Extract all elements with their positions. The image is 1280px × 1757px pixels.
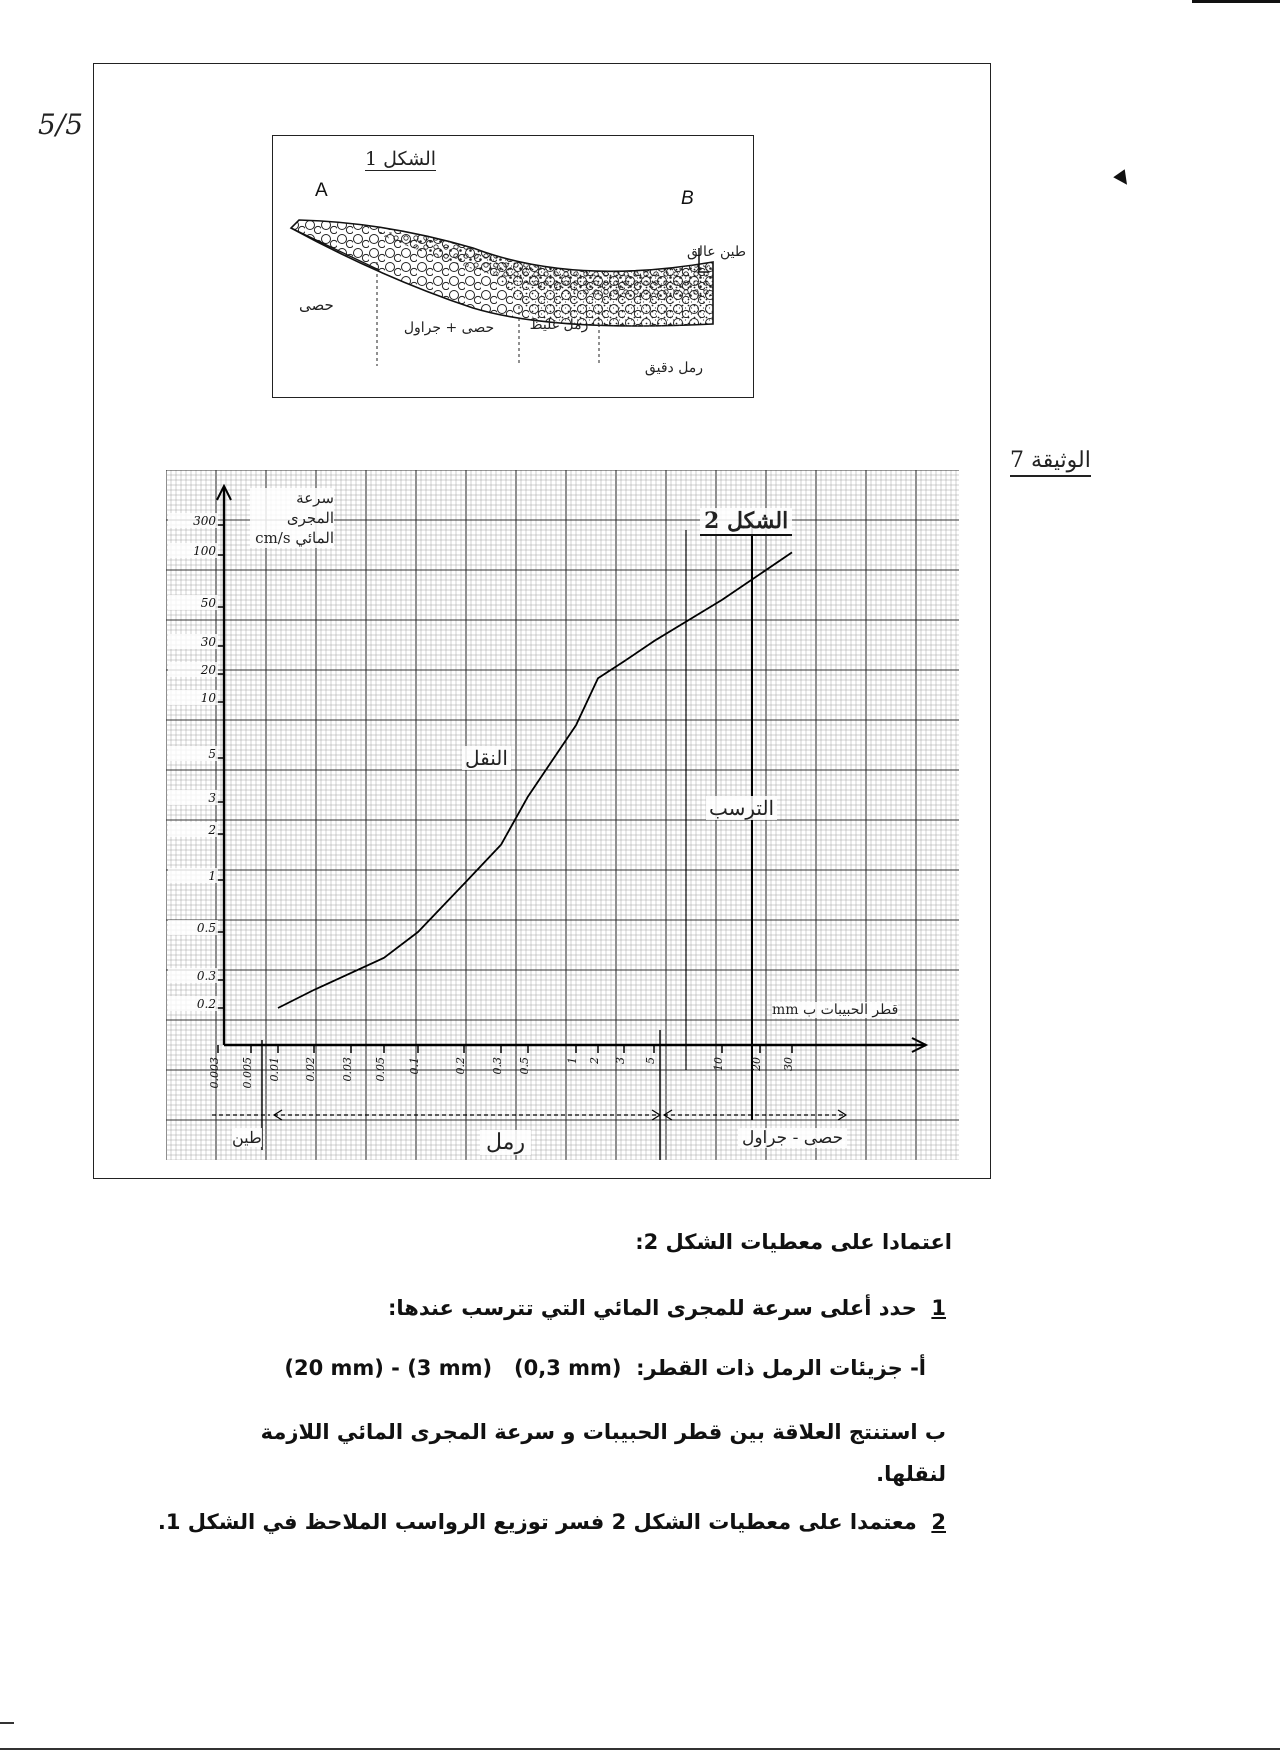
y-tick-label: 30 [200, 635, 216, 649]
x-tick-label: 0.05 [374, 1057, 387, 1082]
figure1-title: الشكل 1 [365, 148, 437, 170]
figure2-class-sand: رمل [480, 1130, 531, 1155]
question-1b-continued: لنقلها. [876, 1462, 946, 1486]
x-tick-label: 20 [750, 1057, 763, 1071]
figure1-box [272, 135, 754, 398]
question-1a [284, 1356, 926, 1380]
x-tick-label: 0.02 [304, 1057, 317, 1082]
y-tick-label: 1 [208, 869, 216, 883]
x-tick-label: 0.003 [208, 1057, 221, 1089]
top-corner-line [1192, 0, 1280, 3]
x-tick-label: 0.03 [341, 1057, 354, 1082]
x-tick-label: 0.1 [408, 1057, 421, 1075]
figure2-y-axis-label: سرعة المجرى المائي cm/s [250, 488, 334, 548]
figure1-zone-gravel: حصى [299, 296, 334, 314]
left-scan-dash [0, 1722, 14, 1724]
question-2-text: معتمدا على معطيات الشكل 2 فسر توزيع الرواسب الملاحظ في الشكل 1. [157, 1510, 917, 1534]
x-tick-label: 0.5 [518, 1057, 531, 1075]
y-tick-label: 50 [200, 596, 216, 610]
figure2-region-transport: النقل [462, 746, 511, 770]
x-tick-label: 10 [712, 1057, 725, 1071]
y-tick-label: 10 [200, 691, 216, 705]
figure1-zone-coarse-sand: رمل غليظ [529, 317, 589, 333]
figure2-title: الشكل 2 [700, 508, 792, 536]
question-1 [388, 1296, 946, 1320]
y-tick-label: 3 [208, 791, 216, 805]
x-tick-label: 5 [644, 1057, 657, 1064]
question-1-text: حدد أعلى سرعة للمجرى المائي التي تترسب عندها: [388, 1296, 917, 1320]
figure1-point-b: B [681, 188, 694, 209]
question-intro: اعتمادا على معطيات الشكل 2: [635, 1230, 952, 1254]
x-tick-label: 0.2 [454, 1057, 467, 1075]
arrow-mark-icon [1113, 169, 1132, 188]
x-tick-label: 1 [566, 1057, 579, 1064]
bottom-scan-line [0, 1748, 1280, 1750]
y-tick-label: 5 [208, 747, 216, 761]
figure1-point-a: A [315, 180, 328, 201]
figure2-x-axis-label: قطر الحبيبات ب mm [772, 1002, 899, 1018]
y-tick-label: 20 [200, 663, 216, 677]
y-tick-label: 0.2 [196, 997, 216, 1011]
x-tick-label: 30 [782, 1057, 795, 1071]
x-tick-label: 0.01 [268, 1057, 281, 1082]
question-1b: ب استنتج العلاقة بين قطر الحبيبات و سرعة المجرى المائي اللازمة [260, 1420, 946, 1444]
question-2 [158, 1510, 946, 1534]
figure1-zone-gravel-pebbles: حصى + جراول [403, 320, 495, 336]
y-tick-label: 100 [193, 544, 216, 558]
question-1a-values: (20 mm) - (3 mm) (0,3 mm) [284, 1356, 622, 1380]
x-tick-label: 2 [588, 1057, 601, 1064]
x-tick-label: 0.005 [241, 1057, 254, 1089]
figure1-zone-fine-sand: رمل دقيق [644, 360, 704, 376]
y-tick-label: 300 [193, 514, 216, 528]
y-tick-label: 0.3 [196, 969, 216, 983]
figure2-class-clay: طين [232, 1128, 262, 1147]
y-tick-label: 0.5 [196, 921, 216, 935]
question-2-number: 2 [931, 1510, 946, 1534]
page-number: 5/5 [38, 108, 84, 141]
figure2-region-deposit: الترسب [706, 796, 777, 820]
question-1-number: 1 [931, 1296, 946, 1320]
figure2-class-gravel: حصى - جراول [738, 1128, 847, 1148]
figure2-chart [166, 470, 959, 1160]
y-tick-label: 2 [208, 823, 216, 837]
x-tick-label: 3 [614, 1057, 627, 1064]
document-label: الوثيقة 7 [1010, 448, 1091, 477]
x-tick-label: 0.3 [491, 1057, 504, 1075]
figure1-label-clay: طين عالق [687, 244, 747, 260]
question-1a-prefix: أ- جزيئات الرمل ذات القطر: [636, 1356, 926, 1380]
